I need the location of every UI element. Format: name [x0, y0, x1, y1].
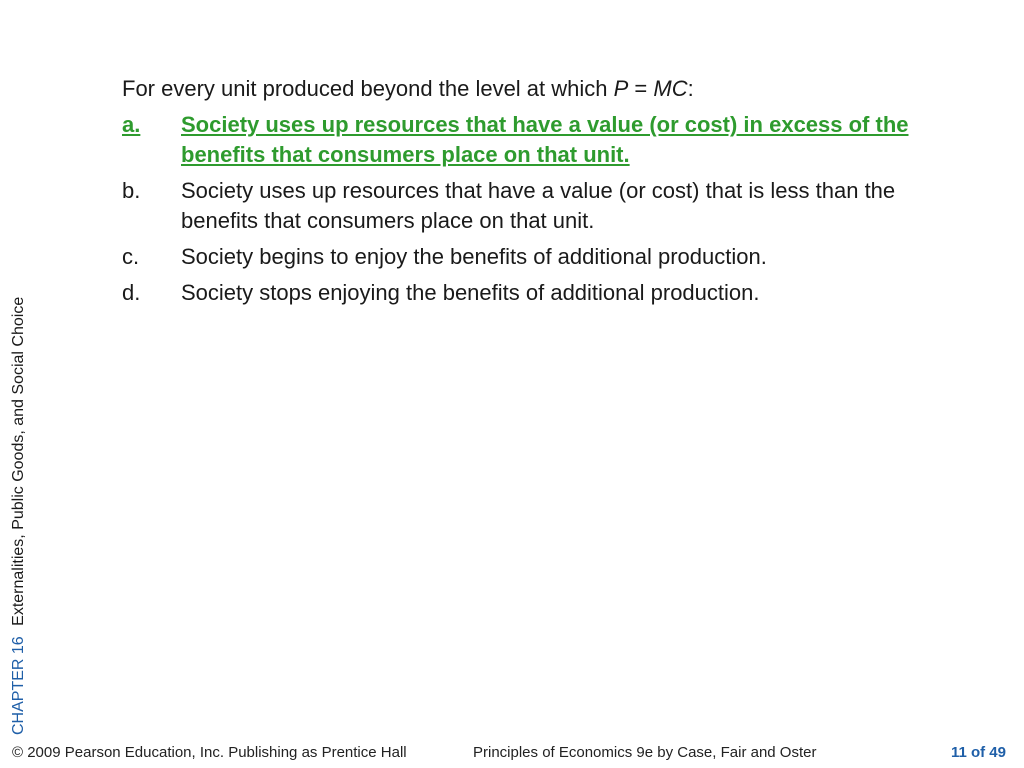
option-text: Society begins to enjoy the benefits of additional production. [181, 244, 767, 269]
slide-footer [12, 744, 1006, 764]
option-text: Society uses up resources that have a value (or cost) in excess of the benefits that consumers place on that unit. [181, 112, 909, 167]
option-d[interactable] [122, 278, 942, 308]
question-text [122, 74, 942, 104]
chapter-title: Externalities, Public Goods, and Social Choice [10, 296, 27, 626]
question-equals: = [628, 76, 654, 101]
option-letter: a. [122, 112, 141, 137]
option-text: Society uses up resources that have a value (or cost) that is less than the benefits that consumers place on that unit. [181, 178, 896, 233]
footer-copyright: © 2009 Pearson Education, Inc. Publishing as Prentice Hall [12, 744, 407, 761]
page-number: 11 of 49 [950, 744, 1006, 761]
option-letter: d. [122, 280, 141, 305]
question-prefix: For every unit produced beyond the level at which [122, 76, 614, 101]
question-suffix: : [687, 76, 694, 101]
option-text: Society stops enjoying the benefits of additional production. [181, 280, 760, 305]
option-letter: c. [122, 244, 140, 269]
chapter-sidebar-label [8, 297, 30, 735]
option-c[interactable] [122, 242, 942, 272]
footer-book-title: Principles of Economics 9e by Case, Fair and Oster [473, 744, 817, 761]
question-mc: MC [653, 76, 688, 101]
chapter-number: CHAPTER 16 [10, 636, 27, 735]
option-letter: b. [122, 178, 141, 203]
slide-content [122, 74, 942, 314]
option-b[interactable] [122, 176, 942, 236]
question-p: P [613, 76, 629, 101]
option-a[interactable] [122, 110, 942, 170]
